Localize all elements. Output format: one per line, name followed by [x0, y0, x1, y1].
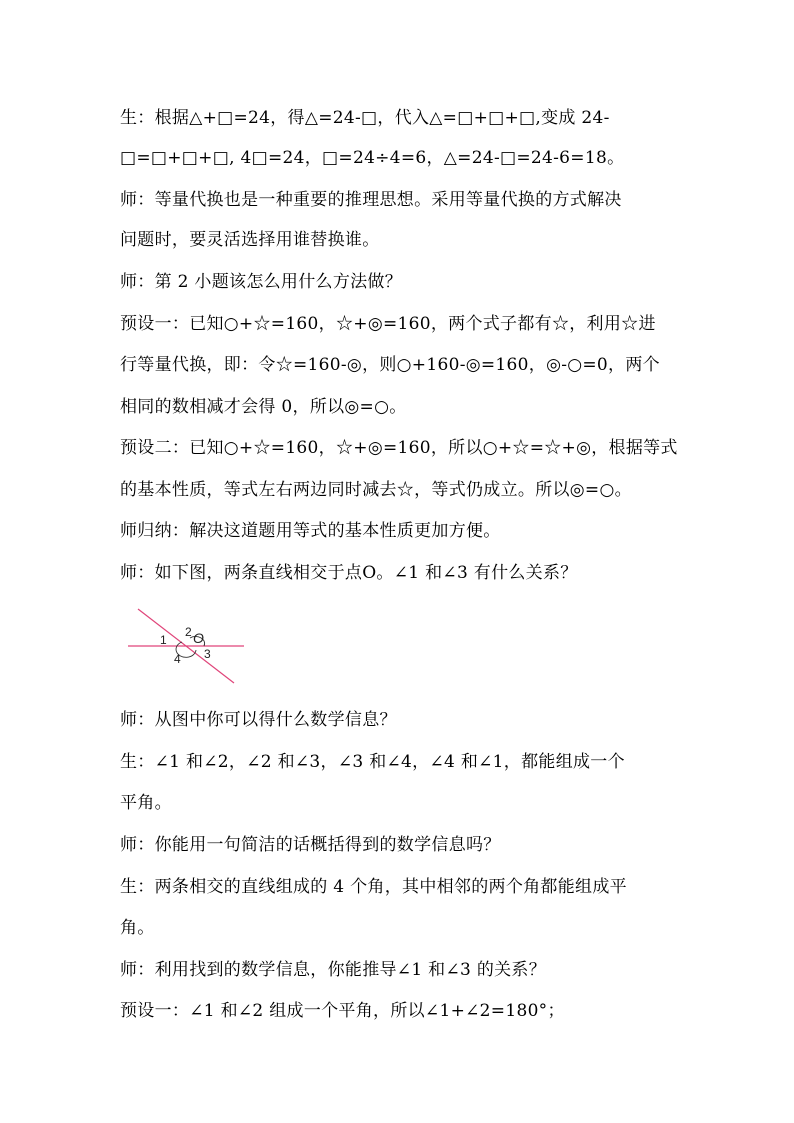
text-line: 生：两条相交的直线组成的 4 个角，其中相邻的两个角都能组成平 — [120, 877, 627, 897]
text-line: 师：你能用一句简洁的话概括得到的数学信息吗？ — [120, 835, 501, 855]
intersecting-lines-diagram — [124, 606, 248, 686]
text-line: 师：等量代换也是一种重要的推理思想。采用等量代换的方式解决 — [120, 190, 622, 210]
text-line: 相同的数相减才会得 0，所以◎=○。 — [120, 397, 407, 417]
text-line: 行等量代换，即：令☆=160-◎，则○+160-◎=160，◎-○=0，两个 — [120, 355, 660, 375]
angle-2-label: 2 — [185, 625, 192, 639]
text-line: 预设二：已知○+☆=160，☆+◎=160，所以○+☆=☆+◎，根据等式 — [120, 438, 678, 458]
angle-3-label: 3 — [204, 647, 211, 661]
text-line: 生：∠1 和∠2，∠2 和∠3，∠3 和∠4，∠4 和∠1，都能组成一个 — [120, 752, 625, 772]
text-line: 师：利用找到的数学信息，你能推导∠1 和∠3 的关系？ — [120, 960, 547, 980]
text-line: □=□+□+□, 4□=24，□=24÷4=6，△=24-□=24-6=18。 — [120, 148, 625, 168]
text-line: 问题时，要灵活选择用谁替换谁。 — [120, 230, 380, 250]
text-line: 角。 — [120, 918, 155, 938]
text-line: 预设一：已知○+☆=160，☆+◎=160，两个式子都有☆，利用☆进 — [120, 314, 656, 334]
point-o-label: O — [193, 630, 204, 646]
text-line: 师：从图中你可以得什么数学信息？ — [120, 710, 397, 730]
text-line: 生：根据△+□=24，得△=24-□，代入△=□+□+□,变成 24- — [120, 108, 610, 128]
angle-1-label: 1 — [160, 633, 167, 647]
angle-4-label: 4 — [174, 652, 181, 666]
text-line: 平角。 — [120, 793, 172, 813]
text-line: 预设一：∠1 和∠2 组成一个平角，所以∠1+∠2=180°； — [120, 1001, 565, 1021]
text-line: 师：如下图，两条直线相交于点O。∠1 和∠3 有什么关系？ — [120, 563, 578, 583]
text-line: 师归纳：解决这道题用等式的基本性质更加方便。 — [120, 521, 501, 541]
text-line: 的基本性质，等式左右两边同时减去☆，等式仍成立。所以◎=○。 — [120, 480, 632, 500]
intersecting-lines-figure — [124, 606, 248, 686]
text-line: 师：第 2 小题该怎么用什么方法做？ — [120, 272, 403, 292]
